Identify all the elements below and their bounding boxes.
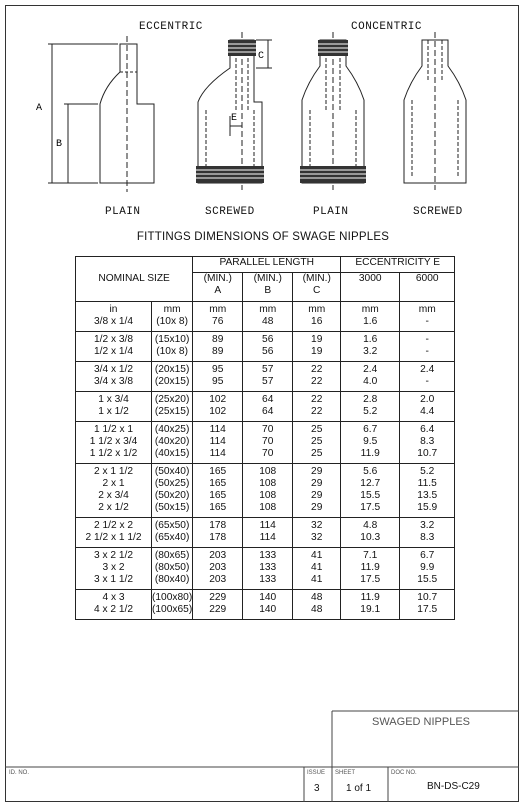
cell-line: 3 x 1 1/2 (93, 574, 134, 585)
doc-no-value: BN-DS-C29 (427, 781, 480, 792)
cell-line: 22 (311, 394, 323, 405)
header-eccentricity: ECCENTRICITY E (341, 257, 455, 273)
cell-line: 11.9 (360, 448, 380, 459)
cell-e3000 (341, 518, 400, 548)
cell-line: mm (259, 304, 277, 315)
cell-e3000 (341, 302, 400, 332)
cell-line: 4.0 (363, 376, 378, 387)
cell-c (293, 518, 341, 548)
cell-line: - (425, 316, 429, 327)
subheader-3000: 3000 (341, 273, 400, 302)
cell-line: 11.9 (360, 592, 380, 603)
cell-b (243, 464, 293, 518)
cell-line: 32 (311, 532, 323, 543)
cell-line: mm (361, 304, 379, 315)
header-nominal-size: NOMINAL SIZE (76, 257, 193, 302)
id-no-label: ID. NO. (9, 770, 30, 776)
cell-line: 2.0 (420, 394, 435, 405)
cell-line: 133 (259, 574, 277, 585)
cell-b (243, 332, 293, 362)
cell-line: (50x25) (154, 478, 190, 489)
cell-line: (15x10) (154, 334, 190, 345)
cell-line: 89 (212, 334, 224, 345)
cell-line: 22 (311, 364, 323, 375)
cell-line: 41 (311, 562, 323, 573)
table-row (76, 332, 455, 362)
cell-line: 3 x 2 (102, 562, 125, 573)
cell-line: 10.3 (360, 532, 381, 543)
cell-mm (152, 518, 193, 548)
table-row (76, 392, 455, 422)
cell-line: 108 (259, 478, 277, 489)
cell-line: 95 (212, 376, 224, 387)
cell-line: in (109, 304, 118, 315)
cell-line: 4.4 (420, 406, 435, 417)
cell-line: 203 (209, 550, 227, 561)
cell-a (193, 548, 243, 590)
subheader-c: (MIN.) C (293, 273, 341, 302)
cell-e3000 (341, 362, 400, 392)
cell-line: 133 (259, 550, 277, 561)
cell-a (193, 392, 243, 422)
cell-line: 15.5 (417, 574, 438, 585)
cell-line: mm (308, 304, 326, 315)
cell-line: 70 (262, 424, 274, 435)
cell-line: 2.4 (420, 364, 435, 375)
cell-line: 229 (209, 592, 227, 603)
cell-mm (152, 548, 193, 590)
cell-a (193, 464, 243, 518)
cell-line: 140 (259, 592, 277, 603)
cell-line: 102 (209, 406, 227, 417)
dim-b-label: B (56, 139, 63, 150)
cell-line: 41 (311, 574, 323, 585)
cell-line: 41 (311, 550, 323, 561)
cell-line: 3/4 x 3/8 (93, 376, 134, 387)
cell-line: 29 (311, 490, 323, 501)
sheet-label: SHEET (335, 770, 356, 776)
cell-line: (10x 8) (156, 316, 188, 327)
eccentric-label: ECCENTRIC (139, 21, 203, 33)
cell-line: 64 (262, 394, 274, 405)
cell-c (293, 464, 341, 518)
cell-c (293, 422, 341, 464)
caption-eccentric-plain: PLAIN (105, 206, 141, 218)
cell-line: 140 (259, 604, 277, 615)
cell-in (76, 362, 152, 392)
table-row (76, 518, 455, 548)
cell-line: 48 (262, 316, 274, 327)
cell-line: 9.5 (363, 436, 378, 447)
cell-line: 5.6 (363, 466, 378, 477)
cell-line: 6.4 (420, 424, 435, 435)
caption-eccentric-screwed: SCREWED (205, 206, 255, 218)
cell-line: 102 (209, 394, 227, 405)
cell-e6000 (400, 464, 455, 518)
cell-e6000 (400, 332, 455, 362)
issue-value: 3 (314, 783, 320, 794)
cell-line: 12.7 (360, 478, 381, 489)
cell-line: 48 (311, 592, 323, 603)
cell-a (193, 590, 243, 620)
cell-line: (65x40) (154, 532, 190, 543)
cell-line: 3/4 x 1/2 (93, 364, 134, 375)
sheet-value: 1 of 1 (346, 783, 372, 794)
cell-line: 3.2 (420, 520, 435, 531)
cell-line: 17.5 (360, 502, 381, 513)
cell-line: 25 (311, 436, 323, 447)
cell-mm (152, 392, 193, 422)
cell-mm (152, 302, 193, 332)
concentric-screwed-drawing (404, 32, 466, 190)
cell-line: (65x50) (154, 520, 190, 531)
cell-line: 56 (262, 334, 274, 345)
cell-line: 32 (311, 520, 323, 531)
cell-c (293, 362, 341, 392)
cell-in (76, 392, 152, 422)
cell-line: (80x40) (154, 574, 190, 585)
cell-e6000 (400, 548, 455, 590)
cell-line: 70 (262, 436, 274, 447)
cell-line: 165 (209, 502, 227, 513)
table-title: FITTINGS DIMENSIONS OF SWAGE NIPPLES (136, 231, 390, 243)
cell-a (193, 302, 243, 332)
cell-line: 4 x 3 (102, 592, 125, 603)
cell-line: - (425, 376, 429, 387)
cell-line: 57 (262, 376, 274, 387)
cell-line: 3/8 x 1/4 (93, 316, 134, 327)
caption-concentric-plain: PLAIN (313, 206, 349, 218)
cell-line: 19.1 (360, 604, 381, 615)
cell-line: (80x50) (154, 562, 190, 573)
cell-line: (100x65) (152, 604, 193, 615)
drawing-title: SWAGED NIPPLES (372, 716, 471, 728)
cell-line: 4 x 2 1/2 (93, 604, 134, 615)
cell-line: 108 (259, 490, 277, 501)
cell-line: 2 1/2 x 2 (93, 520, 134, 531)
cell-e6000 (400, 590, 455, 620)
cell-line: - (425, 346, 429, 357)
table-row (76, 302, 455, 332)
cell-mm (152, 590, 193, 620)
cell-line: 108 (259, 502, 277, 513)
table-body (76, 302, 455, 620)
cell-line: 7.1 (363, 550, 378, 561)
cell-line: 11.9 (360, 562, 380, 573)
cell-line: 1 1/2 x 1/2 (89, 448, 138, 459)
cell-line: 1 x 1/2 (98, 406, 129, 417)
cell-line: 11.5 (417, 478, 437, 489)
cell-line: 1 x 3/4 (98, 394, 129, 405)
cell-a (193, 362, 243, 392)
cell-line: 2 x 3/4 (98, 490, 129, 501)
cell-e3000 (341, 464, 400, 518)
cell-line: 1/2 x 3/8 (93, 334, 134, 345)
cell-line: 8.3 (420, 532, 435, 543)
cell-mm (152, 332, 193, 362)
cell-line: 22 (311, 406, 323, 417)
cell-in (76, 464, 152, 518)
cell-b (243, 362, 293, 392)
cell-line: 133 (259, 562, 277, 573)
swage-nipple-drawings (0, 0, 526, 225)
cell-line: 10.7 (417, 592, 438, 603)
cell-line: 25 (311, 424, 323, 435)
cell-line: 9.9 (420, 562, 435, 573)
cell-mm (152, 422, 193, 464)
cell-in (76, 590, 152, 620)
subheader-6000: 6000 (400, 273, 455, 302)
cell-line: 29 (311, 478, 323, 489)
cell-line: 114 (259, 520, 276, 531)
cell-line: 178 (209, 520, 227, 531)
cell-line: (50x40) (154, 466, 190, 477)
cell-line: (40x15) (154, 448, 190, 459)
cell-e6000 (400, 302, 455, 332)
cell-line: 3.2 (363, 346, 378, 357)
cell-line: 6.7 (420, 550, 435, 561)
cell-line: 13.5 (417, 490, 438, 501)
cell-c (293, 548, 341, 590)
cell-line: 4.8 (363, 520, 378, 531)
cell-line: 29 (311, 466, 323, 477)
cell-line: 178 (209, 532, 227, 543)
doc-no-label: DOC NO. (391, 770, 417, 776)
cell-e3000 (341, 392, 400, 422)
cell-line: mm (163, 304, 181, 315)
cell-line: (25x20) (154, 394, 190, 405)
cell-line: 114 (209, 424, 226, 435)
cell-line: 10.7 (417, 448, 438, 459)
cell-line: (10x 8) (156, 346, 188, 357)
cell-line: 108 (259, 466, 277, 477)
cell-line: 114 (259, 532, 276, 543)
cell-e6000 (400, 422, 455, 464)
cell-a (193, 332, 243, 362)
cell-line: 165 (209, 478, 227, 489)
cell-e3000 (341, 590, 400, 620)
cell-line: (20x15) (154, 364, 190, 375)
dim-e-label: E (231, 113, 238, 124)
cell-in (76, 302, 152, 332)
cell-a (193, 518, 243, 548)
cell-line: (100x80) (152, 592, 193, 603)
cell-line: 2.4 (363, 364, 378, 375)
cell-line: 15.5 (360, 490, 381, 501)
cell-line: (25x15) (154, 406, 190, 417)
cell-line: 165 (209, 466, 227, 477)
table-row (76, 548, 455, 590)
cell-b (243, 590, 293, 620)
cell-line: 114 (209, 448, 226, 459)
concentric-label: CONCENTRIC (351, 21, 423, 33)
dimensions-table (75, 256, 455, 620)
cell-line: 5.2 (420, 466, 435, 477)
cell-line: 229 (209, 604, 227, 615)
cell-a (193, 422, 243, 464)
cell-line: 165 (209, 490, 227, 501)
cell-b (243, 518, 293, 548)
table-row (76, 362, 455, 392)
issue-label: ISSUE (307, 770, 326, 776)
dim-a-label: A (36, 103, 43, 114)
cell-in (76, 518, 152, 548)
cell-line: (40x25) (154, 424, 190, 435)
cell-e6000 (400, 362, 455, 392)
cell-line: 16 (311, 316, 323, 327)
cell-mm (152, 362, 193, 392)
cell-line: (50x20) (154, 490, 190, 501)
cell-e6000 (400, 518, 455, 548)
cell-line: 95 (212, 364, 224, 375)
cell-in (76, 422, 152, 464)
cell-line: 114 (209, 436, 226, 447)
cell-mm (152, 464, 193, 518)
cell-line: 57 (262, 364, 274, 375)
cell-line: 29 (311, 502, 323, 513)
subheader-b: (MIN.) B (243, 273, 293, 302)
cell-line: mm (209, 304, 227, 315)
cell-line: 89 (212, 346, 224, 357)
cell-line: 70 (262, 448, 274, 459)
cell-c (293, 302, 341, 332)
cell-b (243, 392, 293, 422)
cell-line: 2 1/2 x 1 1/2 (85, 532, 142, 543)
cell-line: (20x15) (154, 376, 190, 387)
cell-line: 1 1/2 x 3/4 (89, 436, 138, 447)
cell-c (293, 332, 341, 362)
cell-e3000 (341, 548, 400, 590)
cell-line: 76 (212, 316, 224, 327)
cell-line: (50x15) (154, 502, 190, 513)
cell-line: (40x20) (154, 436, 190, 447)
cell-line: 2.8 (363, 394, 378, 405)
cell-b (243, 302, 293, 332)
cell-line: 48 (311, 604, 323, 615)
cell-b (243, 548, 293, 590)
cell-line: 8.3 (420, 436, 435, 447)
cell-line: 2 x 1 1/2 (93, 466, 134, 477)
cell-line: 22 (311, 376, 323, 387)
cell-b (243, 422, 293, 464)
cell-line: 2 x 1/2 (98, 502, 129, 513)
cell-line: mm (418, 304, 436, 315)
cell-line: 17.5 (417, 604, 438, 615)
cell-c (293, 590, 341, 620)
caption-concentric-screwed: SCREWED (413, 206, 463, 218)
cell-line: 17.5 (360, 574, 381, 585)
cell-line: - (425, 334, 429, 345)
cell-line: 6.7 (363, 424, 378, 435)
cell-line: 19 (311, 334, 323, 345)
cell-line: 1.6 (363, 316, 378, 327)
cell-e3000 (341, 332, 400, 362)
cell-e6000 (400, 392, 455, 422)
cell-line: 56 (262, 346, 274, 357)
table-row (76, 464, 455, 518)
cell-line: 3 x 2 1/2 (93, 550, 134, 561)
header-parallel-length: PARALLEL LENGTH (193, 257, 341, 273)
cell-line: 203 (209, 562, 227, 573)
subheader-a: (MIN.) A (193, 273, 243, 302)
table-row (76, 590, 455, 620)
cell-in (76, 332, 152, 362)
cell-line: 5.2 (363, 406, 378, 417)
table-row (76, 422, 455, 464)
cell-line: 64 (262, 406, 274, 417)
eccentric-plain-drawing (48, 36, 154, 192)
cell-in (76, 548, 152, 590)
cell-line: 1/2 x 1/4 (93, 346, 134, 357)
cell-line: 19 (311, 346, 323, 357)
cell-e3000 (341, 422, 400, 464)
cell-line: 2 x 1 (102, 478, 125, 489)
cell-line: 15.9 (417, 502, 438, 513)
cell-line: 1.6 (363, 334, 378, 345)
cell-line: 25 (311, 448, 323, 459)
cell-line: 203 (209, 574, 227, 585)
cell-line: 1 1/2 x 1 (93, 424, 134, 435)
dim-c-label: C (258, 51, 265, 62)
cell-line: (80x65) (154, 550, 190, 561)
cell-c (293, 392, 341, 422)
